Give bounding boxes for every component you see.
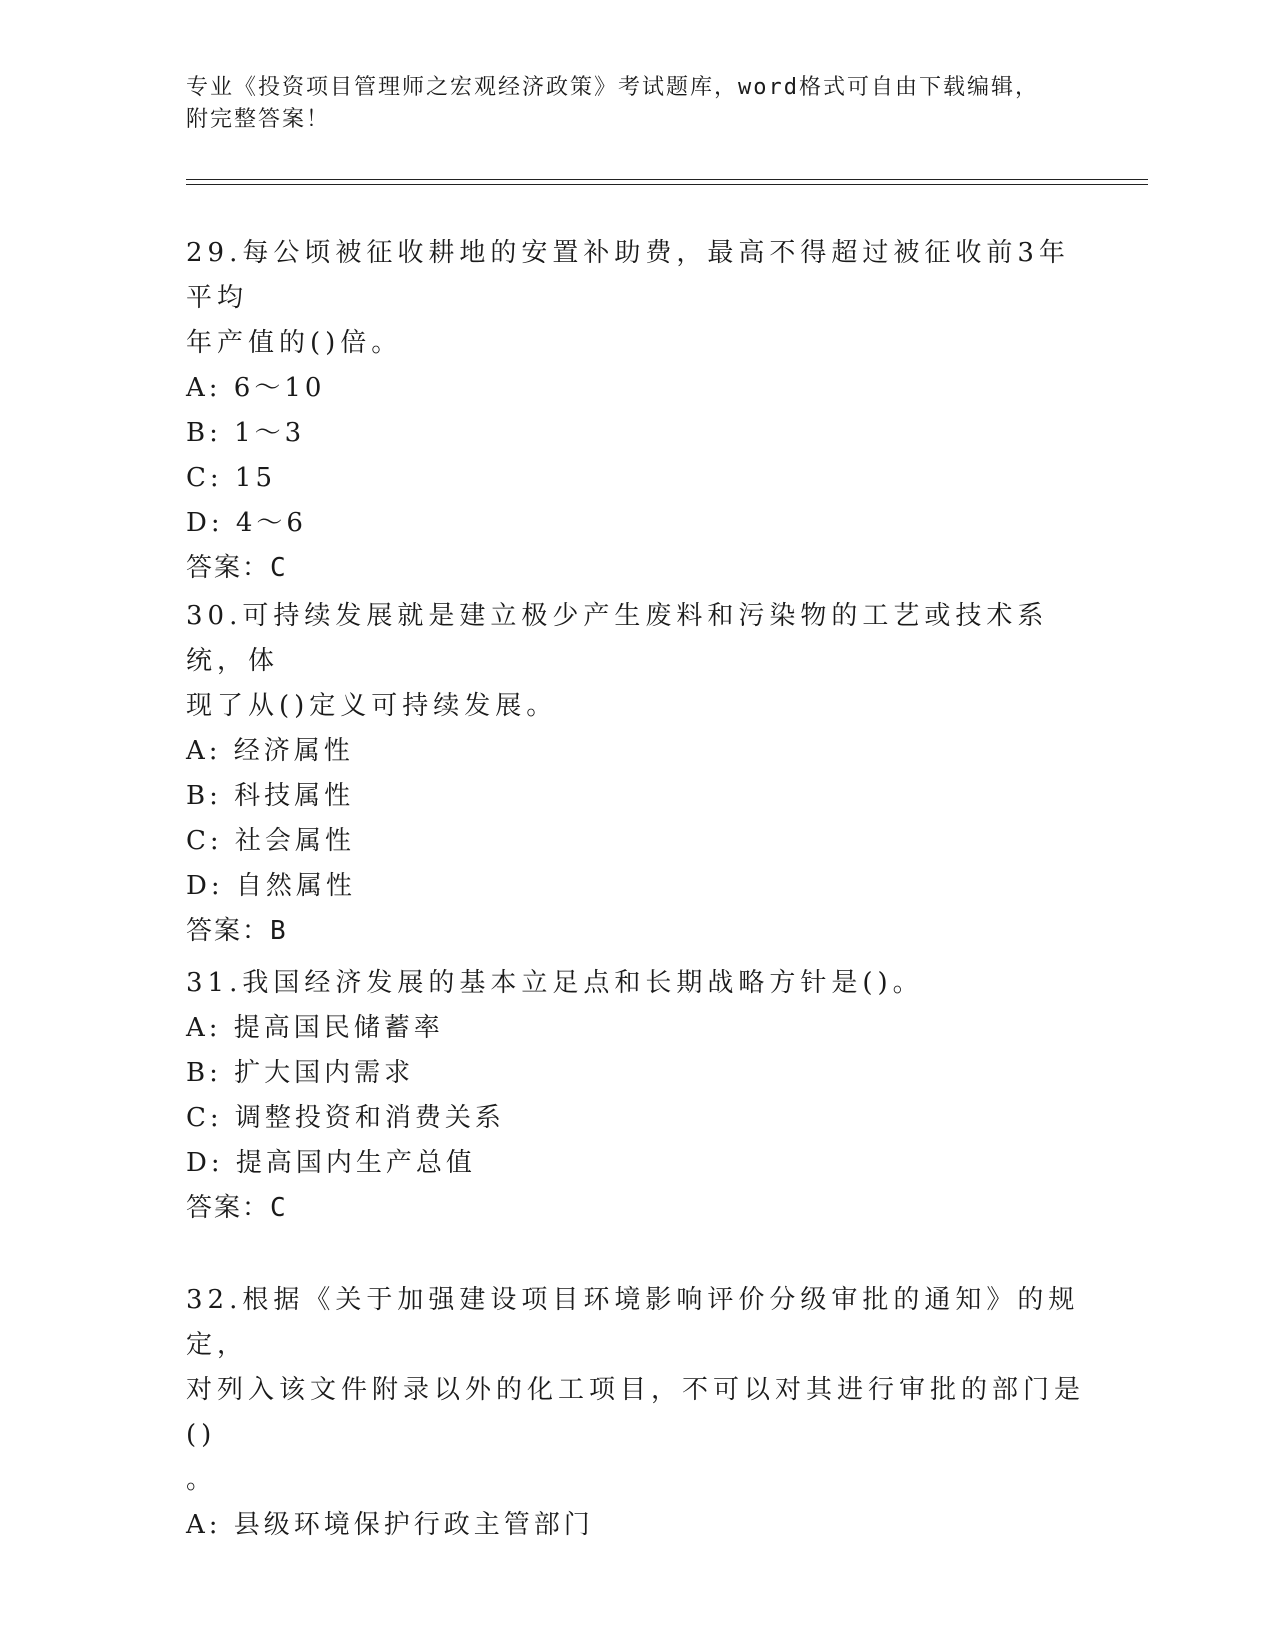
option-d: D: 4～6 [186,508,307,538]
question-stem-line: 对列入该文件附录以外的化工项目，不可以对其进行审批的部门是() [186,1375,1086,1450]
option-a: A: 县级环境保护行政主管部门 [186,1510,594,1540]
question-stem-line: 。 [186,1465,218,1495]
question-stem-line: 31.我国经济发展的基本立足点和长期战略方针是()。 [186,968,924,998]
header-divider-top [186,179,1148,180]
question-stem-line: 30.可持续发展就是建立极少产生废料和污染物的工艺或技术系统，体 [186,601,1049,676]
document-header [186,72,1106,136]
question-31 [186,961,1086,1231]
question-32 [186,1278,1086,1548]
header-line-2: 附完整答案！ [186,107,331,132]
option-c: C: 15 [186,463,277,493]
answer-line: 答案：C [186,1193,288,1223]
option-b: B: 1～3 [186,418,306,448]
option-d: D: 自然属性 [186,871,356,901]
option-d: D: 提高国内生产总值 [186,1148,476,1178]
option-b: B: 科技属性 [186,781,355,811]
option-a: A: 提高国民储蓄率 [186,1013,444,1043]
question-stem-line: 年产值的()倍。 [186,328,403,358]
option-a: A: 6～10 [186,373,326,403]
question-29 [186,231,1086,591]
header-line-1: 专业《投资项目管理师之宏观经济政策》考试题库，word格式可自由下载编辑， [186,75,1039,100]
answer-line: 答案：B [186,916,288,946]
option-b: B: 扩大国内需求 [186,1058,415,1088]
answer-line: 答案：C [186,553,288,583]
question-stem-line: 现了从()定义可持续发展。 [186,691,558,721]
question-30 [186,594,1086,954]
option-c: C: 调整投资和消费关系 [186,1103,505,1133]
question-stem-line: 29.每公顷被征收耕地的安置补助费，最高不得超过被征收前3年平均 [186,238,1070,313]
header-divider-bottom [186,184,1148,185]
option-a: A: 经济属性 [186,736,354,766]
option-c: C: 社会属性 [186,826,355,856]
question-stem-line: 32.根据《关于加强建设项目环境影响评价分级审批的通知》的规定， [186,1285,1080,1360]
